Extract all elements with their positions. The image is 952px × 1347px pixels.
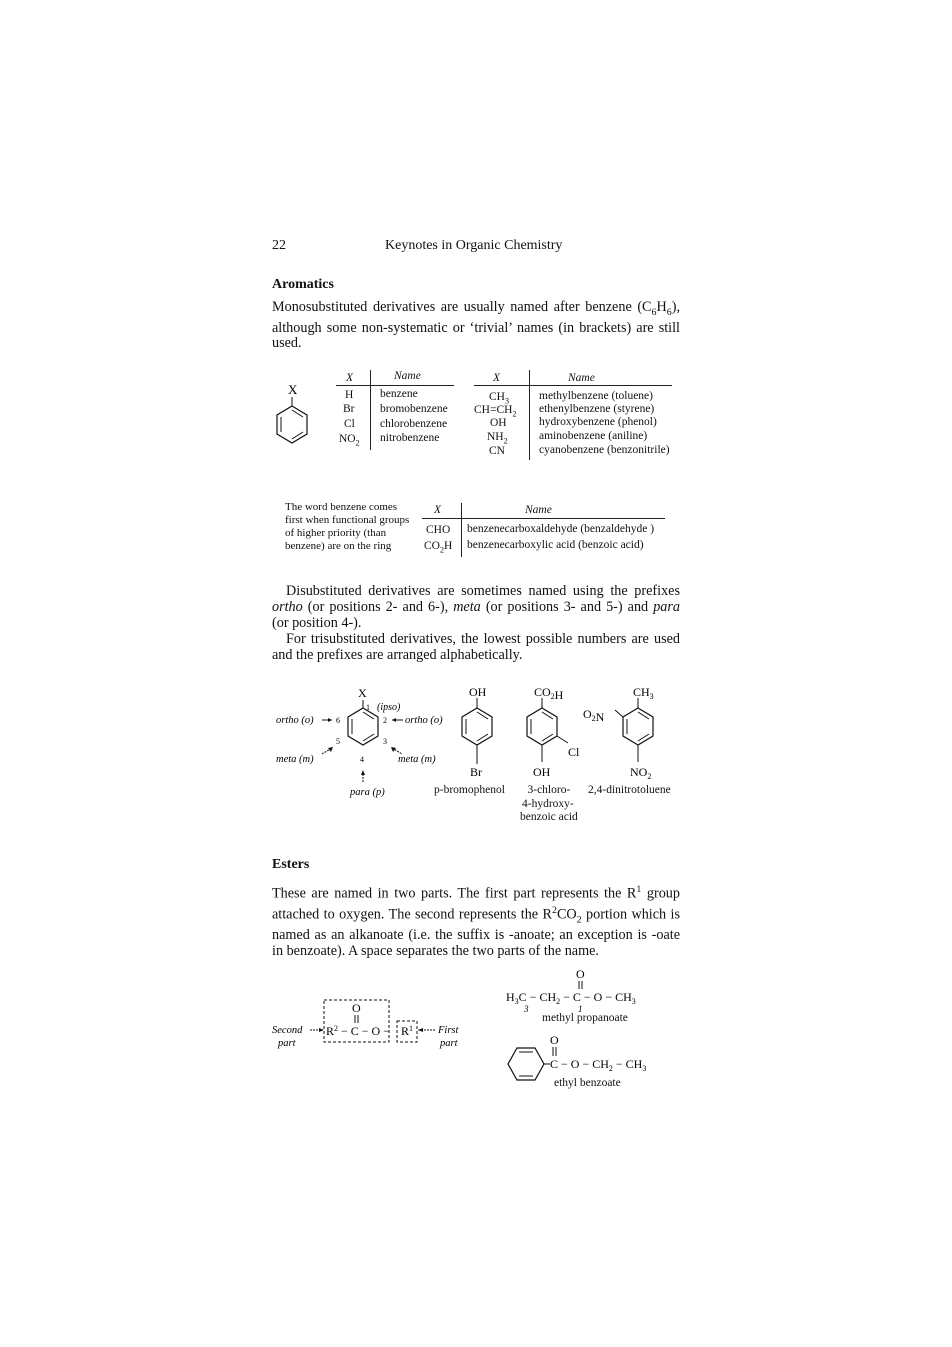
- esters-paragraph: These are named in two parts. The first part represents the $R^1$ group attached to oxygen. The second represents the $R^2CO_2$ portion which is named as an alkanoate (i.e. the suffix is -anoate; an exception is -oate in benzoate). A space separates the two parts of the name.: [272, 884, 680, 959]
- svg-text:Br: Br: [470, 765, 482, 779]
- table2-header-name: Name: [568, 372, 595, 384]
- benzene-priority-note: The word benzene comes first when functional groups of higher priority (than benzene) are on the ring: [285, 501, 410, 552]
- svg-text:O: O: [550, 1033, 559, 1047]
- meta-right-label: meta (m): [398, 754, 436, 765]
- methyl-propanoate-caption: methyl propanoate: [542, 1012, 628, 1024]
- table1-header-x: X: [346, 372, 354, 384]
- table2-row-name: hydroxybenzene (phenol): [539, 416, 657, 428]
- table1-row-name: benzene: [380, 388, 418, 400]
- svg-text:O2N: $O_2N$: [583, 707, 605, 724]
- svg-text:NO2: $NO_2$: [630, 765, 652, 781]
- trisubstituted-paragraph: For trisubstituted derivatives, the lowest possible numbers are used and the prefixes are arranged alphabetically.: [272, 631, 680, 663]
- svg-text:part: part: [440, 1038, 458, 1049]
- benzene-ring-structure: [272, 380, 322, 460]
- table-higher-priority: [422, 503, 672, 559]
- para-label: para (p): [350, 787, 385, 798]
- ring-positions-diagram: [270, 684, 443, 804]
- ortho-right-label: ortho (o): [405, 715, 443, 726]
- disubstituted-paragraph: Disubstituted derivatives are sometimes named using the prefixes ortho (or positions 2- and 6-), meta (or positions 3- and 5-) and para (or position 4-).: [272, 583, 680, 631]
- table2-row-x: OH: [490, 417, 507, 429]
- table2-row-name: methylbenzene (toluene): [539, 390, 653, 402]
- ethyl-benzoate-structure: [498, 1030, 658, 1082]
- substituent-x-label: X: [288, 382, 298, 397]
- table1-row-x: H: [345, 389, 354, 401]
- table1-row-x: Cl: [344, 418, 355, 430]
- table1-row-x: Br: [343, 403, 355, 415]
- dinitrotoluene-caption: 2,4-dinitrotoluene: [588, 784, 671, 796]
- dinitrotoluene-structure: [582, 684, 667, 779]
- table1-row-name: chlorobenzene: [380, 418, 448, 430]
- svg-text:OH: OH: [533, 765, 551, 779]
- svg-text:4: 4: [360, 755, 364, 764]
- table1-row-name: nitrobenzene: [380, 432, 440, 444]
- table3-header-name: Name: [525, 504, 552, 516]
- table2-row-x: $CH=CH_2$: [474, 404, 517, 419]
- svg-text:O: O: [576, 967, 585, 981]
- meta-left-label: meta (m): [276, 754, 314, 765]
- chlorohydroxybenzoic-caption: 3-chloro- 4-hydroxy- benzoic acid: [520, 784, 578, 823]
- table1-row-x: $NO_2$: [339, 433, 360, 448]
- svg-text:2: 2: [383, 716, 387, 725]
- svg-text:OH: OH: [469, 685, 487, 699]
- table1-header-name: Name: [394, 370, 421, 382]
- table2-row-name: aminobenzene (aniline): [539, 430, 648, 442]
- table2-row-name: ethenylbenzene (styrene): [539, 403, 655, 415]
- p-bromophenol-structure: [452, 684, 502, 779]
- table2-row-x: $CH_3$: [489, 391, 510, 406]
- p-bromophenol-caption: p-bromophenol: [434, 784, 505, 796]
- svg-text:C − O − CH2 − CH3: $C - O - CH_2 - CH_3$: [550, 1057, 647, 1073]
- svg-text:1: 1: [578, 1004, 583, 1014]
- svg-text:R2 − C − O −: $R^2 - C - O$ −: [326, 1024, 390, 1038]
- table1-row-name: bromobenzene: [380, 403, 448, 415]
- ester-general-diagram: [270, 995, 470, 1055]
- svg-text:O: O: [352, 1001, 361, 1015]
- table2-header-x: X: [493, 372, 501, 384]
- svg-text:CH3: $CH_3$: [633, 685, 654, 701]
- section-heading-aromatics: Aromatics: [272, 277, 334, 292]
- ipso-label: (ipso): [377, 702, 401, 713]
- table2-row-name: cyanobenzene (benzonitrile): [539, 444, 670, 456]
- methyl-propanoate-structure: [502, 964, 662, 1014]
- svg-text:CO2H: $CO_2H$: [534, 685, 564, 702]
- table2-row-x: CN: [489, 445, 505, 457]
- table2-row-x: $NH_2$: [487, 431, 508, 446]
- svg-text:R1: $R^1$: [401, 1024, 414, 1038]
- table-monosubstituted-2: [474, 370, 684, 462]
- table3-row-name: benzenecarboxylic acid (benzoic acid): [467, 539, 644, 551]
- svg-text:6: 6: [336, 716, 340, 725]
- svg-text:part: part: [278, 1038, 296, 1049]
- table3-row-x: CHO: [426, 524, 451, 536]
- table3-row-x: $CO_2H$: [424, 540, 453, 555]
- svg-text:3: 3: [383, 737, 387, 746]
- ethyl-benzoate-caption: ethyl benzoate: [554, 1077, 621, 1089]
- svg-text:Cl: Cl: [568, 745, 580, 759]
- svg-text:1: 1: [366, 703, 370, 712]
- svg-text:3: 3: [524, 1004, 529, 1014]
- chlorohydroxybenzoic-acid-structure: [512, 684, 587, 779]
- section-heading-esters: Esters: [272, 857, 310, 872]
- svg-text:H3C − CH2 − C − O − CH3: $H_3C - CH_2 - C - O - CH_3$: [506, 990, 636, 1006]
- table3-header-x: X: [434, 504, 442, 516]
- svg-text:First: First: [438, 1025, 459, 1036]
- ortho-left-label: ortho (o): [276, 715, 314, 726]
- table-monosubstituted-1: [336, 370, 456, 460]
- svg-text:5: 5: [336, 737, 340, 746]
- svg-text:Second: Second: [272, 1025, 303, 1036]
- page-number: 22: [272, 238, 286, 253]
- running-title: Keynotes in Organic Chemistry: [385, 238, 563, 253]
- positions-x-label: X: [358, 686, 367, 700]
- aromatics-intro: Monosubstituted derivatives are usually named after benzene $(C_6H_6)$, although some non-systematic or ‘trivial’ names (in brackets) are still used.: [272, 299, 680, 352]
- table3-row-name: benzenecarboxaldehyde (benzaldehyde ): [467, 523, 655, 535]
